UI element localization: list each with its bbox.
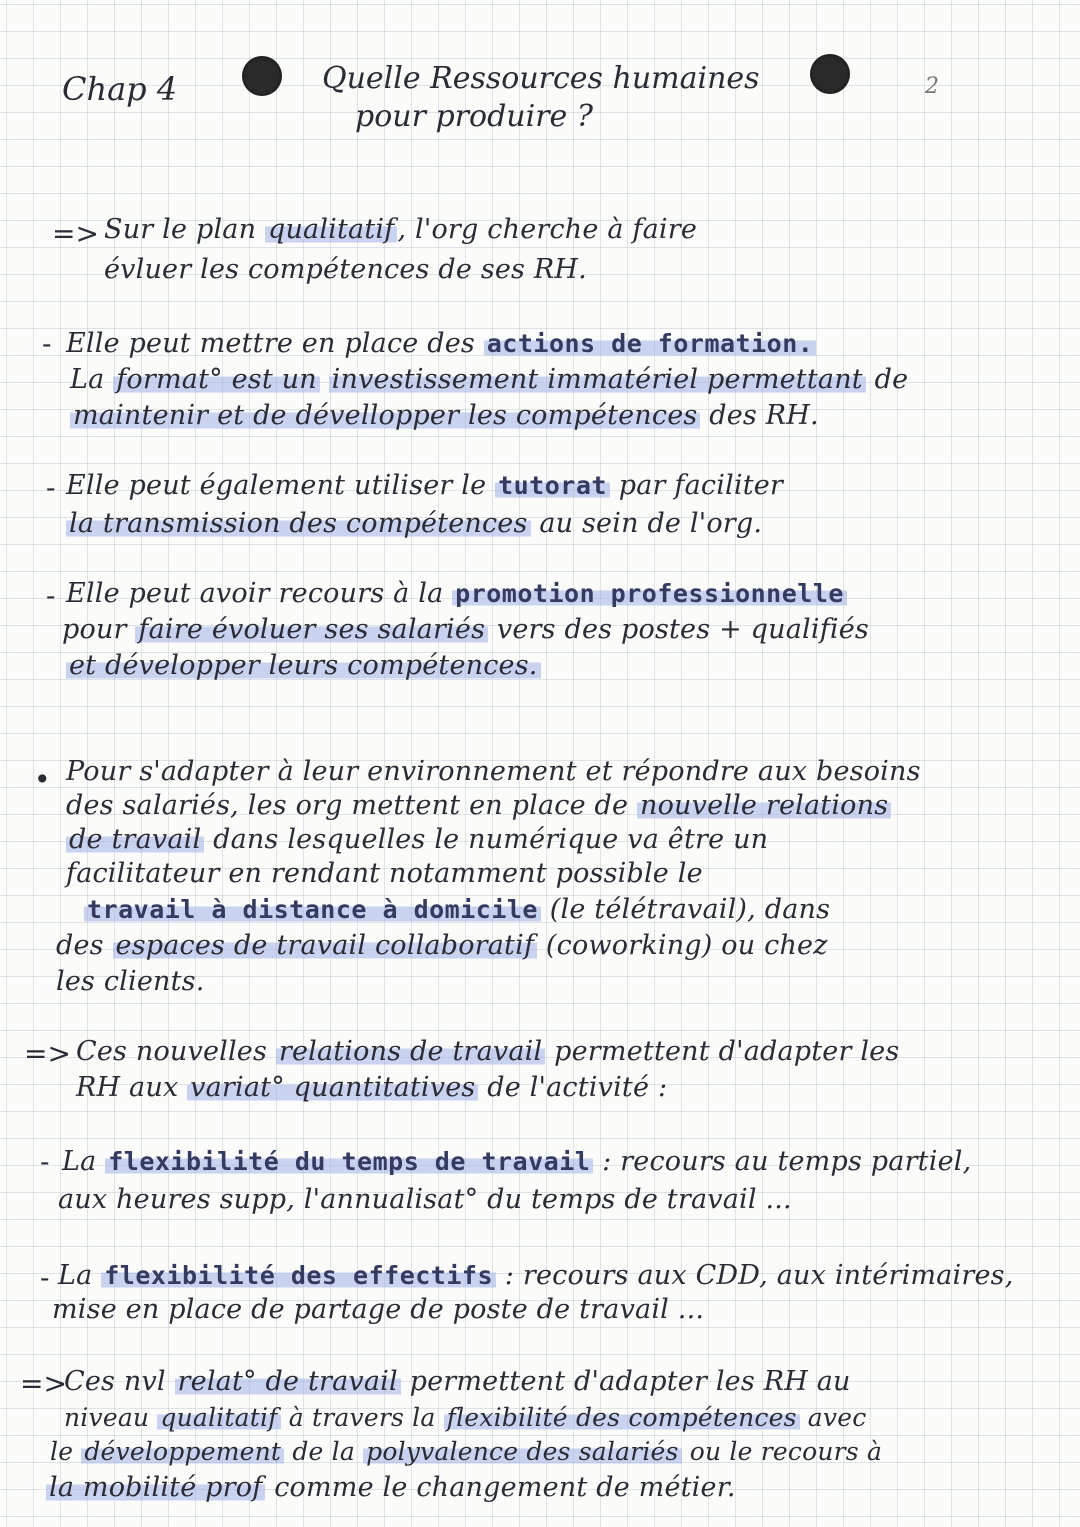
text-fragment: La: [70, 364, 114, 395]
highlight: maintenir et de dévellopper les compétences: [70, 400, 700, 431]
text-fragment: de: [865, 364, 909, 395]
text-fragment: le: [50, 1437, 82, 1466]
highlight: format° est un: [113, 364, 320, 395]
dash-marker: -: [46, 579, 56, 612]
text-line: [62, 1146, 971, 1178]
binder-hole-right: [810, 54, 850, 94]
text-fragment: à travers la: [280, 1403, 444, 1432]
text-fragment: de la: [284, 1437, 364, 1466]
text-line: facilitateur en rendant notamment possible le: [66, 858, 703, 889]
text-fragment: permettent d'adapter les: [545, 1036, 900, 1067]
highlight: développement: [81, 1437, 284, 1466]
highlight: relat° de travail: [175, 1366, 401, 1397]
text-fragment: , l'org cherche à faire: [397, 214, 698, 245]
highlight: polyvalence des salariés: [363, 1437, 681, 1466]
page-title-line2: pour produire ?: [355, 99, 593, 134]
dash-marker: -: [40, 1261, 50, 1294]
text-line: les clients.: [56, 966, 205, 997]
text-fragment: (coworking) ou chez: [537, 930, 828, 961]
highlight-keyword: tutorat: [495, 471, 610, 500]
text-line: [66, 790, 891, 822]
text-fragment: La: [58, 1260, 102, 1291]
text-fragment: Elle peut également utiliser le: [66, 470, 496, 501]
highlight-keyword: actions de formation.: [484, 329, 817, 358]
text-fragment: au sein de l'org.: [530, 508, 763, 539]
text-line: [70, 364, 908, 396]
highlight-keyword: flexibilité des effectifs: [101, 1261, 496, 1290]
highlight: investissement immatériel permettant: [329, 364, 866, 395]
text-fragment: La: [62, 1146, 106, 1177]
text-fragment: Sur le plan: [104, 214, 265, 245]
text-fragment: des salariés, les org mettent en place de: [66, 790, 637, 821]
highlight: variat° quantitatives: [187, 1072, 478, 1103]
text-fragment: de l'activité :: [478, 1072, 668, 1103]
highlight-keyword: promotion professionnelle: [452, 579, 847, 608]
text-fragment: : recours aux CDD, aux intérimaires,: [496, 1260, 1014, 1291]
text-line: [58, 1260, 1013, 1292]
arrow-marker: =>: [24, 1037, 71, 1070]
page-number: 2: [925, 74, 939, 99]
text-fragment: : recours au temps partiel,: [593, 1146, 972, 1177]
highlight: nouvelle relations: [637, 790, 891, 821]
highlight: faire évoluer ses salariés: [135, 614, 488, 645]
text-line: [84, 894, 830, 926]
highlight: et développer leurs compétences.: [66, 650, 541, 681]
text-fragment: Elle peut avoir recours à la: [66, 578, 453, 609]
text-line: [66, 328, 816, 360]
text-line: [66, 650, 541, 682]
dash-marker: -: [42, 327, 52, 360]
text-fragment: des: [56, 930, 113, 961]
text-line: [62, 614, 869, 646]
dash-marker: -: [40, 1145, 50, 1178]
text-fragment: par faciliter: [609, 470, 784, 501]
page-title-line1: Quelle Ressources humaines: [322, 61, 760, 96]
highlight: la transmission des compétences: [66, 508, 531, 539]
highlight-keyword: travail à distance à domicile: [84, 895, 541, 924]
text-line: [56, 930, 828, 962]
text-fragment: vers des postes + qualifiés: [488, 614, 869, 645]
text-fragment: avec: [799, 1403, 867, 1432]
text-fragment: [320, 364, 329, 395]
text-line: [76, 1072, 667, 1104]
text-line: [66, 470, 783, 502]
text-fragment: Elle peut mettre en place des: [66, 328, 484, 359]
text-line: [50, 1436, 882, 1468]
highlight: espaces de travail collaboratif: [113, 930, 538, 961]
text-fragment: ou le recours à: [681, 1437, 883, 1466]
highlight-keyword: flexibilité du temps de travail: [105, 1147, 593, 1176]
arrow-marker: =>: [20, 1367, 67, 1400]
text-fragment: (le télétravail), dans: [541, 894, 831, 925]
text-fragment: des RH.: [700, 400, 819, 431]
text-line: [64, 1402, 866, 1434]
text-line: mise en place de partage de poste de travail ...: [52, 1294, 705, 1325]
highlight: relations de travail: [276, 1036, 546, 1067]
text-line: évluer les compétences de ses RH.: [104, 254, 587, 285]
text-line: [64, 1366, 851, 1398]
bullet-marker: •: [34, 763, 51, 796]
text-fragment: Ces nouvelles: [76, 1036, 276, 1067]
text-line: [70, 400, 819, 432]
text-line: [46, 1472, 736, 1504]
binder-hole-left: [242, 56, 282, 96]
text-line: [76, 1036, 899, 1068]
text-fragment: RH aux: [76, 1072, 188, 1103]
text-fragment: permettent d'adapter les RH au: [400, 1366, 851, 1397]
text-fragment: dans lesquelles le numérique va être un: [204, 824, 769, 855]
text-fragment: pour: [62, 614, 136, 645]
highlight: flexibilité des compétences: [444, 1403, 800, 1432]
chapter-label: Chap 4: [62, 70, 178, 108]
dash-marker: -: [46, 471, 56, 504]
highlight: de travail: [66, 824, 204, 855]
arrow-marker: =>: [52, 217, 99, 250]
text-line: [104, 214, 697, 246]
text-line: [66, 508, 762, 540]
highlight: la mobilité prof: [46, 1472, 265, 1503]
text-fragment: Ces nvl: [64, 1366, 175, 1397]
text-line: Pour s'adapter à leur environnement et répondre aux besoins: [66, 756, 921, 787]
highlight-keyword: qualitatif: [265, 214, 397, 245]
text-fragment: comme le changement de métier.: [265, 1472, 736, 1503]
text-line: [66, 578, 847, 610]
text-line: [66, 824, 768, 856]
text-line: aux heures supp, l'annualisat° du temps de travail ...: [58, 1184, 792, 1215]
text-fragment: niveau: [64, 1403, 158, 1432]
highlight: qualitatif: [157, 1403, 280, 1432]
